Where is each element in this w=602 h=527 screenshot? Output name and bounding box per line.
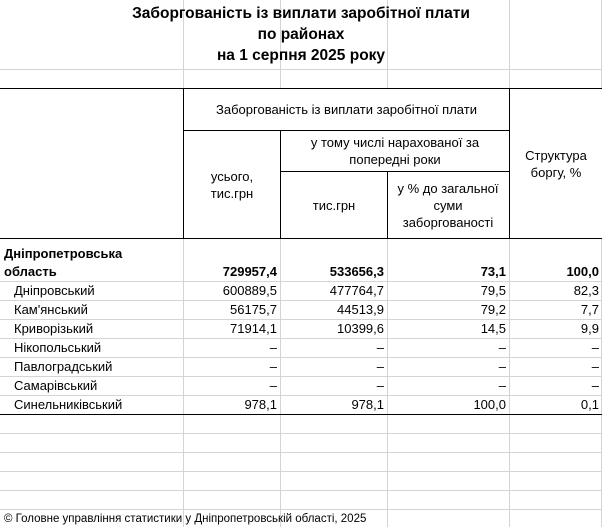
header-border-col3 bbox=[387, 171, 388, 238]
header-prev-years-group: у тому числі нарахованої за попередні роки bbox=[310, 135, 480, 167]
district-total: 56175,7 bbox=[230, 302, 277, 317]
header-total: усього, тис.грн bbox=[210, 168, 254, 201]
district-prev-percent: 79,2 bbox=[480, 302, 506, 317]
header-prev-thous: тис.грн bbox=[312, 197, 356, 213]
region-name-line-2: область bbox=[4, 264, 57, 279]
district-total: – bbox=[269, 378, 277, 393]
district-prev-percent: 14,5 bbox=[480, 321, 506, 336]
grid-line bbox=[0, 433, 602, 434]
header-debt-group: Заборгованість із виплати заробітної плати bbox=[216, 102, 477, 117]
district-prev-thous: – bbox=[376, 378, 384, 393]
table-border-bottom bbox=[0, 414, 602, 415]
district-total: 71914,1 bbox=[230, 321, 277, 336]
header-border-bottom bbox=[0, 238, 602, 239]
table-title-line-1: Заборгованість із виплати заробітної плати bbox=[132, 5, 470, 22]
grid-line bbox=[0, 509, 602, 510]
region-prev-percent: 73,1 bbox=[480, 264, 506, 279]
district-structure: 82,3 bbox=[573, 283, 599, 298]
district-name: Кам'янський bbox=[14, 302, 88, 317]
table-title-line-2: по районах bbox=[257, 26, 345, 43]
header-structure: Структура боргу, % bbox=[525, 147, 587, 180]
district-name: Нікопольський bbox=[14, 340, 102, 355]
district-name: Самарівський bbox=[14, 378, 98, 393]
region-prev-thous: 533656,3 bbox=[329, 264, 384, 279]
region-structure: 100,0 bbox=[566, 264, 599, 279]
district-prev-percent: – bbox=[498, 378, 506, 393]
district-structure: – bbox=[591, 378, 599, 393]
district-prev-thous: 10399,6 bbox=[337, 321, 384, 336]
district-name: Павлоградський bbox=[14, 359, 113, 374]
district-prev-percent: 100,0 bbox=[473, 397, 506, 412]
district-prev-thous: 44513,9 bbox=[337, 302, 384, 317]
district-prev-thous: – bbox=[376, 359, 384, 374]
district-prev-thous: 477764,7 bbox=[329, 283, 384, 298]
district-prev-thous: – bbox=[376, 340, 384, 355]
district-structure: 9,9 bbox=[580, 321, 599, 336]
grid-line bbox=[0, 452, 602, 453]
district-structure: – bbox=[591, 340, 599, 355]
grid-line bbox=[0, 69, 602, 70]
district-prev-percent: – bbox=[498, 359, 506, 374]
district-structure: 0,1 bbox=[580, 397, 599, 412]
district-total: – bbox=[269, 340, 277, 355]
district-name: Криворізький bbox=[14, 321, 94, 336]
district-structure: 7,7 bbox=[580, 302, 599, 317]
district-name: Синельниківський bbox=[14, 397, 123, 412]
district-total: – bbox=[269, 359, 277, 374]
district-prev-thous: 978,1 bbox=[351, 397, 384, 412]
district-prev-percent: 79,5 bbox=[480, 283, 506, 298]
grid-line bbox=[0, 471, 602, 472]
region-name-line-1: Дніпропетровська bbox=[4, 246, 123, 261]
grid-line bbox=[0, 490, 602, 491]
district-structure: – bbox=[591, 359, 599, 374]
copyright-footer: © Головне управління статистики у Дніпропетровській області, 2025 bbox=[4, 513, 367, 525]
region-total: 729957,4 bbox=[222, 264, 277, 279]
header-prev-percent: у % до загальної суми заборгованості bbox=[397, 180, 499, 230]
district-prev-percent: – bbox=[498, 340, 506, 355]
header-border-col4 bbox=[509, 88, 510, 238]
district-name: Дніпровський bbox=[14, 283, 95, 298]
district-total: 978,1 bbox=[244, 397, 277, 412]
table-title-line-3: на 1 серпня 2025 року bbox=[216, 47, 386, 64]
district-total: 600889,5 bbox=[222, 283, 277, 298]
